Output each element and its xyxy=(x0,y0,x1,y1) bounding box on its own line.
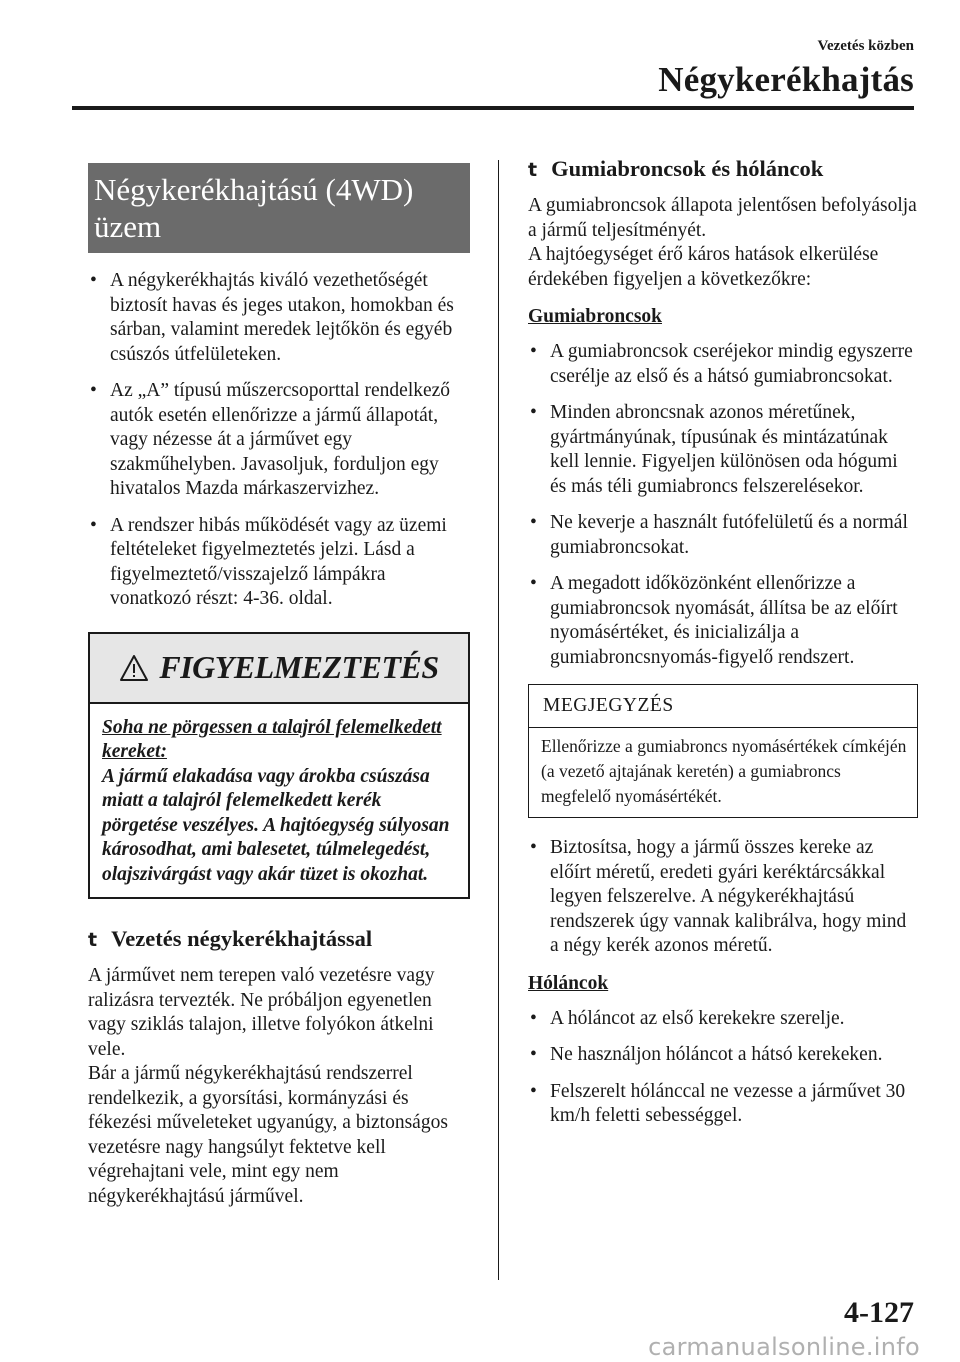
subsection-title: Vezetés négykerékhajtással xyxy=(111,926,373,951)
list-item: • A gumiabroncsok cseréjekor mindig egyszerre cserélje az első és a hátsó gumiabroncsokat. xyxy=(528,340,918,389)
section-marker: t xyxy=(88,929,98,951)
intro-bullet-list xyxy=(88,269,470,612)
list-item: • Felszerelt hólánccal ne vezesse a járművet 30 km/h feletti sebességgel. xyxy=(528,1080,918,1129)
driving-4wd-section xyxy=(88,925,470,1209)
page-title: Négykerékhajtás xyxy=(658,60,914,99)
section-title-line2: üzem xyxy=(94,209,162,244)
paragraph: Bár a jármű négykerékhajtású rendszerrel rendelkezik, a gyorsítási, kormányzási és fékezési műveleteket ugyanúgy, a biztonságos vezetésre nagy hangsúlyt fektetve kell végrehajtani vele, mint egy nem négykerékhajtású járművel. xyxy=(88,1063,448,1207)
list-item: • A négykerékhajtás kiváló vezethetőségét biztosít havas és jeges utakon, homokban és sárban, valamint meredek lejtőkön és egyéb csúszós útfelületeken. xyxy=(88,269,470,367)
warning-box xyxy=(88,632,470,900)
list-item: • Ne használjon hóláncot a hátsó kerekeken. xyxy=(528,1043,918,1068)
subsection-heading xyxy=(528,155,918,184)
subsection-heading xyxy=(88,925,470,954)
header-rule xyxy=(72,106,914,110)
list-item: • Biztosítsa, hogy a jármű összes kereke az előírt méretű, eredeti gyári keréktárcsákkal legyen felszerelve. A négykerékhajtású rendszerek úgy vannak kalibrálva, hogy mind a négy kerék azonos méretű. xyxy=(528,836,918,959)
list-item: • A hóláncot az első kerekekre szerelje. xyxy=(528,1007,918,1032)
list-item: • Minden abroncsnak azonos méretűnek, gyártmányúnak, típusúnak és mintázatúnak kell lennie. Figyeljen különösen oda hógumi és más téli gumiabroncs felszerelésekor. xyxy=(528,401,918,499)
paragraph: A gumiabroncsok állapota jelentősen befolyásolja a jármű teljesítményét. xyxy=(528,195,917,241)
warning-triangle-icon xyxy=(119,654,149,682)
tire-bullet-list xyxy=(528,340,918,670)
warning-body xyxy=(90,704,468,898)
section-banner xyxy=(88,163,470,253)
chapter-label: Vezetés közben xyxy=(817,38,914,54)
page-number: 4-127 xyxy=(844,1296,914,1329)
paragraph: A hajtóegységet érő káros hatások elkerülése érdekében figyeljen a következőkre: xyxy=(528,244,879,290)
note-title: MEGJEGYZÉS xyxy=(529,685,917,728)
tires-heading: Gumiabroncsok xyxy=(528,306,663,327)
warning-title: FIGYELMEZTETÉS xyxy=(159,649,439,685)
note-box xyxy=(528,684,918,818)
list-item: • Az „A” típusú műszercsoporttal rendelkező autók esetén ellenőrizze a jármű állapotát, vagy nézesse át a járművet egy szakműhelyben. Javasoljuk, forduljon egy hivatalos Mazda márkaszervizhez. xyxy=(88,379,470,502)
subsection-title: Gumiabroncsok és hóláncok xyxy=(551,156,824,181)
paragraph: A járművet nem terepen való vezetésre vagy ralizásra tervezték. Ne próbáljon egyenetlen vagy sziklás talajon, illetve folyókon átkelni vele. xyxy=(88,965,435,1060)
section-title-line1: Négykerékhajtású (4WD) xyxy=(94,172,414,207)
tire-bullet-list-2 xyxy=(528,836,918,959)
warning-underlined-text: Soha ne pörgessen a talajról felemelkedett kereket: xyxy=(102,716,442,762)
left-column xyxy=(88,163,470,1209)
warning-text: A jármű elakadása vagy árokba csúszása miatt a talajról felemelkedett kerék pörgetése veszélyes. A hajtóegység súlyosan károsodhat, ami balesetet, túlmelegedést, olajszivárgást vagy akár tüzet is okozhat. xyxy=(102,765,450,885)
section-marker: t xyxy=(528,159,538,181)
list-item: • A megadott időközönként ellenőrizze a gumiabroncsok nyomását, állítsa be az előírt nyomásértéket, és inicializálja a gumiabroncsnyomás-figyelő rendszert. xyxy=(528,572,918,670)
list-item: • A rendszer hibás működését vagy az üzemi feltételeket figyelmeztetés jelzi. Lásd a figyelmeztető/visszajelző lámpákra vonatkozó részt: 4-36. oldal. xyxy=(88,514,470,612)
watermark: carmanualsonline.info xyxy=(648,1333,920,1361)
list-item: • Ne keverje a használt futófelületű és a normál gumiabroncsokat. xyxy=(528,511,918,560)
right-column xyxy=(528,155,918,1141)
chains-heading: Hóláncok xyxy=(528,972,609,994)
note-text: Ellenőrizze a gumiabroncs nyomásértékek címkéjén (a vezető ajtajának keretén) a gumiabroncs megfelelő nyomásértékét. xyxy=(541,736,907,806)
column-divider xyxy=(498,160,499,1280)
warning-header xyxy=(90,634,468,704)
chain-bullet-list xyxy=(528,1007,918,1129)
